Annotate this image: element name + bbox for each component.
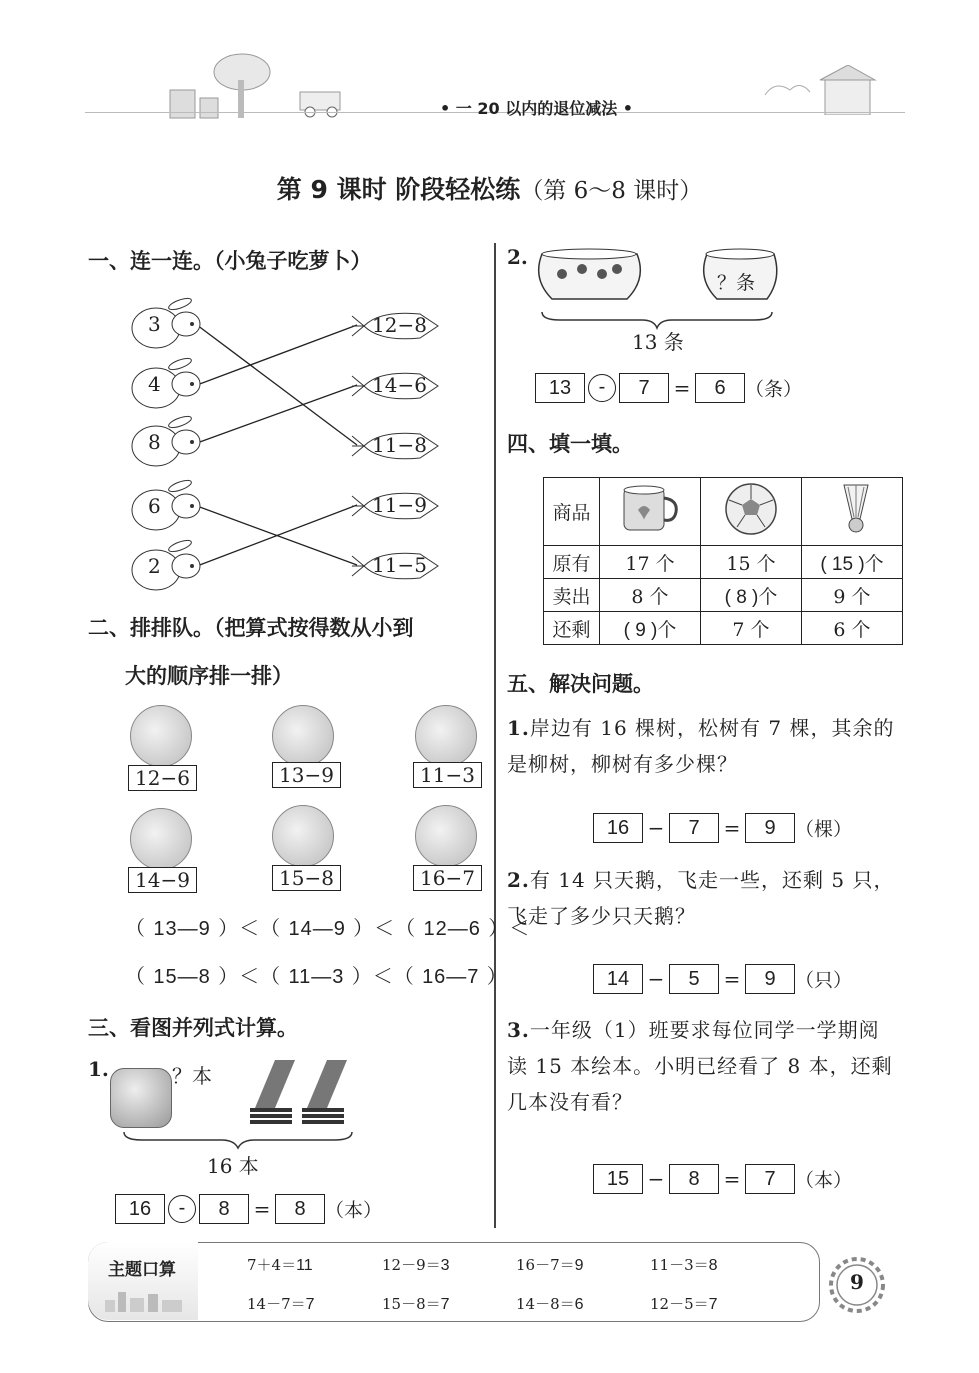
remaining-cell: 6 个 [802, 612, 903, 645]
order-line-1: （ 13—9 ）＜（ 14—9 ）＜（ 12—6 ）＜ [125, 916, 531, 940]
problem-number: 2. [507, 245, 528, 269]
rabbit-3[interactable] [128, 414, 208, 473]
original-cell: 17 个 [600, 546, 701, 579]
section2-heading-line2: 大的顺序排一排） [125, 664, 293, 688]
order-answer[interactable]: 14—9 [288, 918, 346, 940]
city-sketch-icon [150, 50, 380, 120]
rabbit-number: 6 [148, 494, 161, 518]
order-line-2: （ 15—8 ）＜（ 11—3 ）＜（ 16—7 ） [125, 964, 508, 988]
unit-label: （本） [795, 1169, 853, 1192]
section1-heading: 一、连一连。（小兔子吃萝卜） [88, 249, 372, 273]
equation-4: 14 − 5 = 9 （只） [593, 964, 852, 994]
equation-2: 13 - 7 = 6 （条） [535, 373, 802, 403]
answer-box[interactable]: 7 [669, 813, 719, 843]
rabbit-5[interactable] [128, 538, 208, 597]
lesson-title: 第 9 课时 阶段轻松练 [276, 175, 521, 204]
unit-label: （只） [795, 969, 853, 992]
rabbit-number: 8 [148, 430, 161, 454]
rabbit-number: 4 [148, 372, 161, 396]
answer-box[interactable]: 6 [695, 373, 745, 403]
answer-box[interactable]: 9 [745, 813, 795, 843]
order-answer[interactable]: 11—3 [288, 966, 345, 988]
carrot-4[interactable] [350, 488, 440, 524]
original-answer[interactable]: ( 15 )个 [802, 546, 903, 579]
oral-answer[interactable]: 3 [440, 1257, 450, 1274]
card-expression[interactable]: 16−7 [413, 865, 482, 891]
remaining-cell: 7 个 [701, 612, 802, 645]
goods-cup [600, 478, 701, 546]
unit-label: （棵） [795, 818, 853, 841]
order-answer[interactable]: 13—9 [153, 918, 211, 940]
goods-table [543, 477, 903, 645]
oral-answer[interactable]: 9 [574, 1257, 584, 1274]
section3-heading: 三、看图并列式计算。 [88, 1016, 298, 1040]
equation-3: 16 − 7 = 9 （棵） [593, 813, 852, 843]
card-expression[interactable]: 15−8 [272, 865, 341, 891]
answer-box[interactable]: 7 [619, 373, 669, 403]
card-expression[interactable]: 12−6 [128, 765, 197, 791]
total-brace [122, 1130, 354, 1150]
operator-circle[interactable]: - [588, 374, 616, 402]
oral-item: 16－7＝9 [516, 1256, 584, 1274]
row-header: 还剩 [544, 612, 600, 645]
goods-ball [701, 478, 802, 546]
word-problem-2 [507, 862, 897, 934]
answer-box[interactable]: 7 [745, 1164, 795, 1194]
oral-answer[interactable]: 6 [574, 1296, 584, 1313]
lesson-subtitle: （第 6～8 课时） [520, 178, 703, 204]
soccer-ball-icon [723, 481, 779, 537]
word-problem-3 [507, 1012, 897, 1120]
house-sketch-icon [760, 65, 890, 115]
answer-box[interactable]: 16 [115, 1194, 165, 1224]
rabbit-number: 3 [148, 312, 161, 336]
page-number: 9 [850, 1270, 864, 1294]
snail-icon [415, 705, 477, 767]
rabbit-icon [128, 538, 208, 593]
shuttlecock-icon [824, 481, 880, 537]
answer-box[interactable]: 15 [593, 1164, 643, 1194]
card-expression[interactable]: 14−9 [128, 867, 197, 893]
problem-number: 3. [507, 1018, 530, 1042]
city-skyline-icon [100, 1286, 190, 1312]
sold-answer[interactable]: ( 8 )个 [701, 579, 802, 612]
remaining-answer[interactable]: ( 9 )个 [600, 612, 701, 645]
column-divider [494, 243, 496, 1228]
rabbit-icon [128, 478, 208, 533]
problem-number: 1. [507, 716, 530, 740]
problem-number: 1. [88, 1057, 109, 1081]
rabbit-1[interactable] [128, 296, 208, 355]
oral-answer[interactable]: 11 [296, 1257, 313, 1274]
oral-item: 14－7＝7 [247, 1295, 315, 1313]
section2-heading-line1: 二、排排队。（把算式按得数从小到 [88, 616, 414, 640]
unknown-label: ？本 [172, 1064, 212, 1088]
answer-box[interactable]: 5 [669, 964, 719, 994]
cup-icon [618, 482, 682, 536]
carrot-3[interactable] [350, 428, 440, 464]
ant-icon [130, 705, 192, 767]
goods-shuttlecock [802, 478, 903, 546]
rabbit-4[interactable] [128, 478, 208, 537]
carrot-expression: 11−5 [372, 553, 427, 577]
problem-text: 岸边有 16 棵树，松树有 7 棵，其余的是柳树，柳树有多少棵？ [507, 716, 895, 776]
oral-item: 11－3＝8 [650, 1256, 718, 1274]
unit-label: （本） [325, 1199, 383, 1222]
answer-box[interactable]: 8 [275, 1194, 325, 1224]
rabbit-number: 2 [148, 554, 161, 578]
rabbit-2[interactable] [128, 356, 208, 415]
total-label: 13 条 [632, 330, 684, 354]
operator-circle[interactable]: - [168, 1195, 196, 1223]
section5-heading: 五、解决问题。 [507, 672, 654, 696]
goldfish-icon [272, 805, 334, 867]
answer-box[interactable]: 9 [745, 964, 795, 994]
oral-item: 7＋4＝11 [247, 1256, 313, 1274]
row-header: 商品 [544, 478, 600, 546]
carrot-expression: 11−9 [372, 493, 427, 517]
backpack-icon [110, 1068, 172, 1128]
rabbit-icon [128, 414, 208, 469]
carrot-expression: 12−8 [372, 313, 427, 337]
order-answer[interactable]: 12—6 [423, 918, 481, 940]
oral-item: 15－8＝7 [382, 1295, 450, 1313]
total-label: 16 本 [207, 1154, 259, 1178]
answer-box[interactable]: 16 [593, 813, 643, 843]
sold-cell: 8 个 [600, 579, 701, 612]
card-expression[interactable]: 13−9 [272, 762, 341, 788]
original-cell: 15 个 [701, 546, 802, 579]
problem-text: 有 14 只天鹅，飞走一些，还剩 5 只，飞走了多少只天鹅？ [507, 868, 895, 928]
card-expression[interactable]: 11−3 [413, 762, 482, 788]
unit-label: （条） [745, 378, 803, 401]
oral-answer[interactable]: 7 [305, 1296, 315, 1313]
carrot-expression: 14−6 [372, 373, 427, 397]
order-answer[interactable]: 15—8 [153, 966, 211, 988]
carrot-expression: 11−8 [372, 433, 427, 457]
section4-heading: 四、填一填。 [507, 432, 633, 456]
oral-item: 12－5＝7 [650, 1295, 718, 1313]
book-stacks-icon [245, 1058, 355, 1130]
rabbit-icon [128, 356, 208, 411]
answer-box[interactable]: 8 [669, 1164, 719, 1194]
problem-text: 一年级（1）班要求每位同学一学期阅读 15 本绘本。小明已经看了 8 本，还剩几本没有看？ [507, 1018, 893, 1114]
oral-math-label: 主题口算 [108, 1260, 176, 1280]
answer-box[interactable]: 14 [593, 964, 643, 994]
sold-cell: 9 个 [802, 579, 903, 612]
row-header: 原有 [544, 546, 600, 579]
unknown-label: ？条 [717, 272, 756, 294]
answer-box[interactable]: 13 [535, 373, 585, 403]
oral-answer[interactable]: 7 [708, 1296, 718, 1313]
oral-item: 14－8＝6 [516, 1295, 584, 1313]
problem-number: 2. [507, 868, 530, 892]
rabbit-icon [128, 296, 208, 351]
carrot-1[interactable] [350, 308, 440, 344]
answer-box[interactable]: 8 [199, 1194, 249, 1224]
oral-answer[interactable]: 7 [440, 1296, 450, 1313]
order-answer[interactable]: 16—7 [422, 966, 480, 988]
carrot-5[interactable] [350, 548, 440, 584]
equation-1: 16 - 8 = 8 （本） [115, 1194, 382, 1224]
oral-item: 12－9＝3 [382, 1256, 450, 1274]
unit-title: • 一 20 以内的退位减法 • [440, 99, 634, 118]
oral-answer[interactable]: 8 [708, 1257, 718, 1274]
rabbit-icon [415, 805, 477, 867]
monkey-icon [272, 705, 334, 767]
equation-5: 15 − 8 = 7 （本） [593, 1164, 852, 1194]
row-header: 卖出 [544, 579, 600, 612]
page-title [0, 170, 979, 206]
hedgehog-icon [130, 808, 192, 870]
word-problem-1 [507, 710, 897, 782]
carrot-2[interactable] [350, 368, 440, 404]
